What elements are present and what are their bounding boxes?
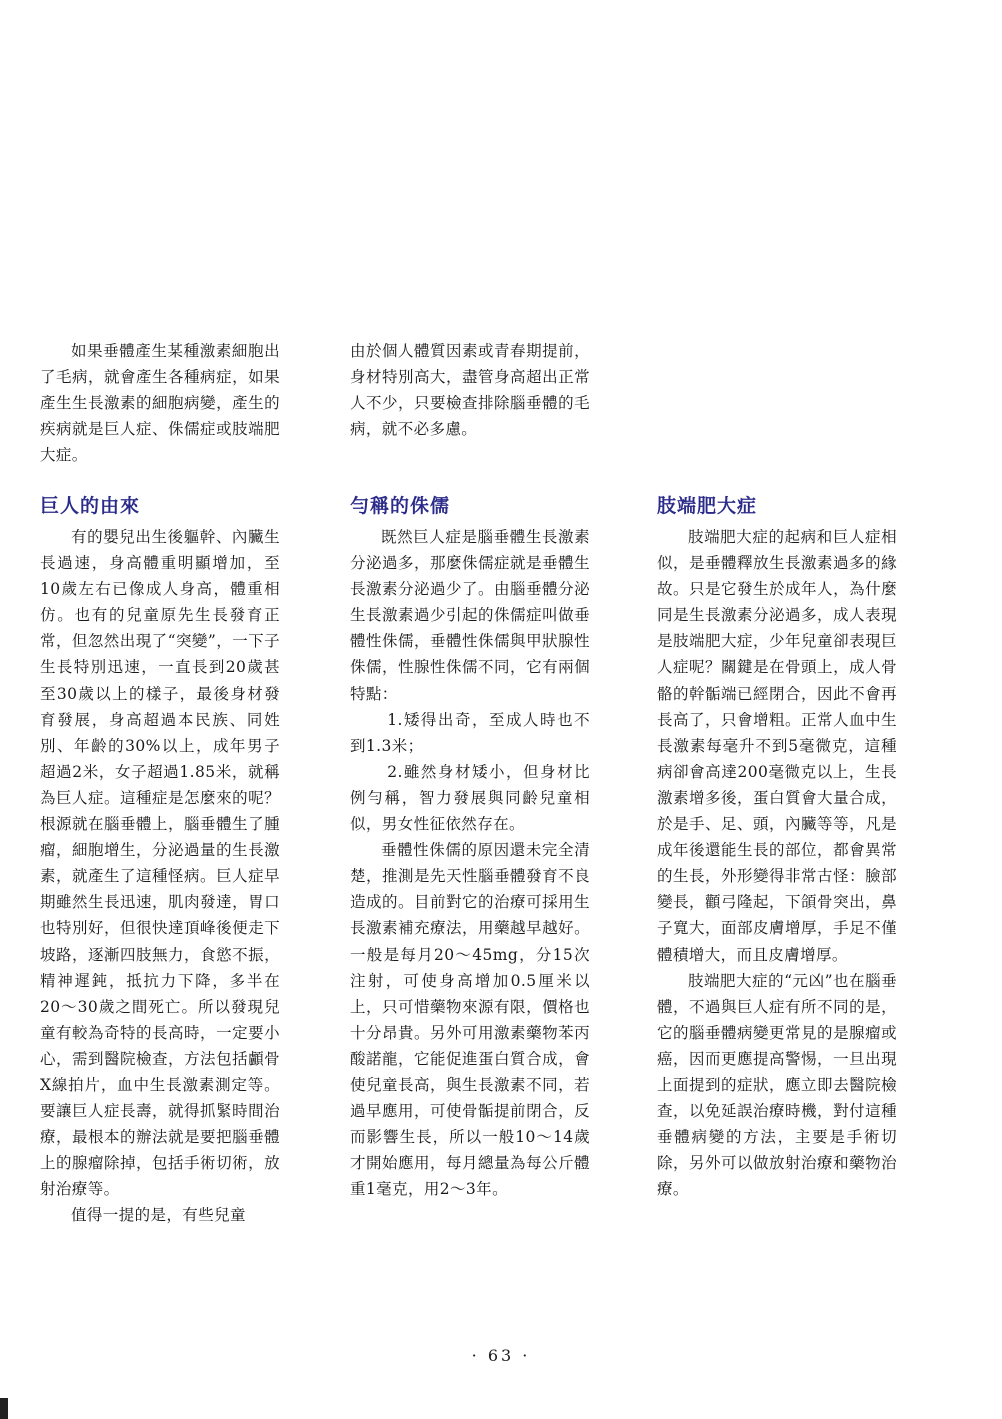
section-dwarf-paragraph-2: 垂體性侏儒的原因還未完全清楚，推測是先天性腦垂體發育不良造成的。目前對它的治療可採用生長激素補充療法，用藥越早越好。一般是每月20～45mg，分15次注射，可使身高增加0.5厘米以上，只可惜藥物來源有限，價格也十分昂貴。另外可用激素藥物苯丙酸諾龍，它能促進蛋白質合成，會使兒童長高，與生長激素不同，若過早應用，可使骨骺提前閉合，反而影響生長，所以一般10～14歲才開始應用，每月總量為每公斤體重1毫克，用2～3年。 [350,841,590,1199]
section-dwarf-column [350,492,590,1202]
intro-left-column [40,338,280,468]
page-number: · 63 · [471,1346,531,1365]
section-title-dwarf: 勻稱的侏儒 [350,495,451,517]
section-giant-paragraph-1: 有的嬰兒出生後軀幹、內臟生長過速，身高體重明顯增加，至10歲左右已像成人身高，體重相仿。也有的兒童原先生長發育正常，但忽然出現了“突變”，一下子生長特別迅速，一直長到20歲甚至30歲以上的樣子，最後身材發育發展，身高超過本民族、同姓別、年齡的30%以上，成年男子超過2米，女子超過1.85米，就稱為巨人症。這種症是怎麼來的呢？根源就在腦垂體上，腦垂體生了腫瘤，細胞增生，分泌過量的生長激素，就產生了這種怪病。巨人症早期雖然生長迅速，肌肉發達，胃口也特別好，但很快達頂峰後便走下坡路，逐漸四肢無力，食慾不振，精神遲鈍，抵抗力下降，多半在20～30歲之間死亡。所以發現兒童有較為奇特的長高時，一定要小心，需到醫院檢查，方法包括顱骨X線拍片，血中生長激素測定等。要讓巨人症長壽，就得抓緊時間治療，最根本的辦法就是要把腦垂體上的腺瘤除掉，包括手術切術，放射治療等。 [40,528,280,1199]
scan-edge-mark [0,1398,8,1419]
section-title-acromegaly: 肢端肥大症 [657,495,758,517]
section-dwarf-item-2: 2.雖然身材矮小，但身材比例勻稱，智力發展與同齡兒童相似，男女性征依然存在。 [350,762,590,834]
section-giant-paragraph-2: 值得一提的是，有些兒童 [71,1206,246,1225]
section-title-giant: 巨人的由來 [40,495,141,517]
section-acromegaly-column [657,492,897,1202]
section-dwarf-item-1: 1.矮得出奇，至成人時也不到1.3米； [350,710,590,755]
section-giant-column [40,492,280,1229]
intro-paragraph-middle: 由於個人體質因素或青春期提前，身材特別高大，盡管身高超出正常人不少，只要檢查排除腦垂體的毛病，就不必多慮。 [350,342,590,439]
section-acromegaly-paragraph-1: 肢端肥大症的起病和巨人症相似，是垂體釋放生長激素過多的緣故。只是它發生於成年人，為什麼同是生長激素分泌過多，成人表現是肢端肥大症，少年兒童卻表現巨人症呢？關鍵是在骨頭上，成人骨骼的幹骺端已經閉合，因此不會再長高了，只會增粗。正常人血中生長激素每毫升不到5毫微克，這種病卻會高達200毫微克以上，生長激素增多後，蛋白質會大量合成，於是手、足、頭，內臟等等，凡是成年後還能生長的部位，都會異常的生長，外形變得非常古怪：臉部變長，顴弓隆起，下頜骨突出，鼻子寬大，面部皮膚增厚，手足不僅體積增大，而且皮膚增厚。 [657,528,897,964]
section-acromegaly-paragraph-2: 肢端肥大症的“元凶”也在腦垂體，不過與巨人症有所不同的是，它的腦垂體病變更常見的是腺瘤或癌，因而更應提高警惕，一旦出現上面提到的症狀，應立即去醫院檢查，以免延誤治療時機，對付這種垂體病變的方法，主要是手術切除，另外可以做放射治療和藥物治療。 [657,971,897,1199]
intro-paragraph-left: 如果垂體產生某種激素細胞出了毛病，就會產生各種病症，如果產生生長激素的細胞病變，產生的疾病就是巨人症、侏儒症或肢端肥大症。 [40,342,280,465]
section-dwarf-paragraph-1: 既然巨人症是腦垂體生長激素分泌過多，那麼侏儒症就是垂體生長激素分泌過少了。由腦垂體分泌生長激素過少引起的侏儒症叫做垂體性侏儒，垂體性侏儒與甲狀腺性侏儒，性腺性侏儒不同，它有兩個特點： [350,528,590,703]
intro-middle-column [350,338,590,442]
